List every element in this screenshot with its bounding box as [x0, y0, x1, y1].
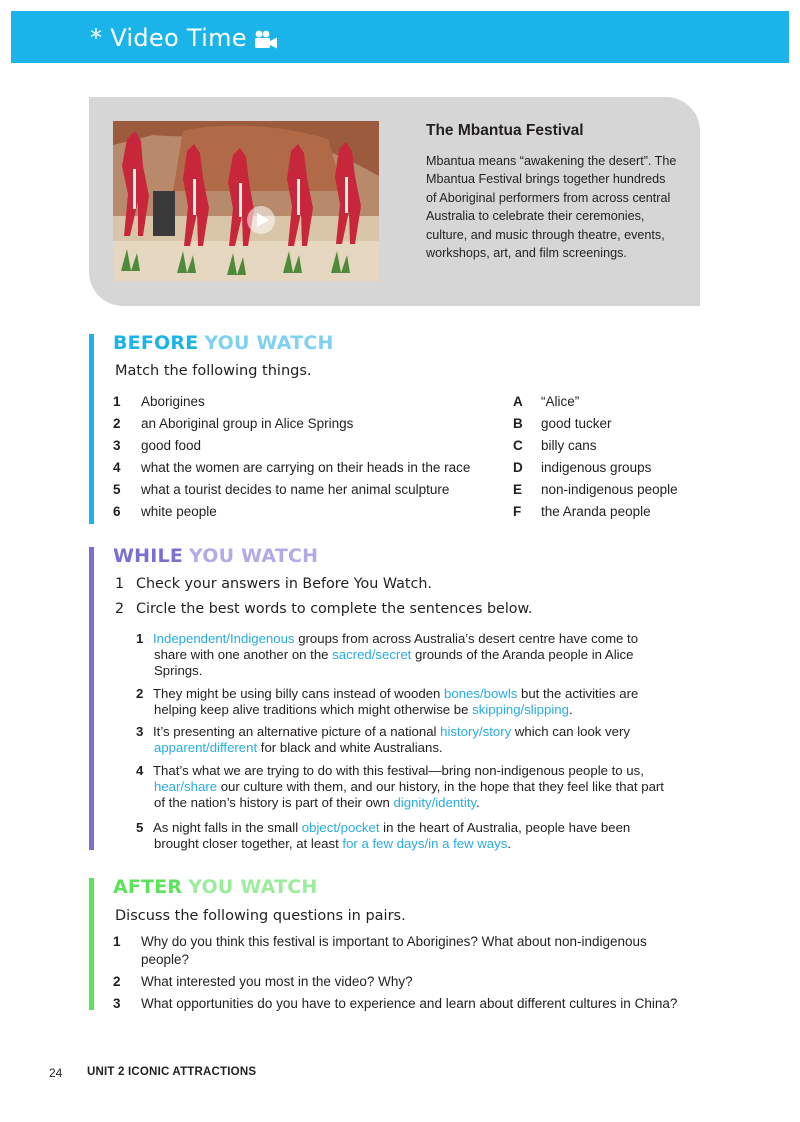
description-line: Mbantua means “awakening the desert”. The [426, 154, 677, 168]
item-number: 1 [113, 394, 121, 409]
question-line: people? [141, 952, 190, 967]
after-instruction: Discuss the following questions in pairs. [115, 908, 406, 924]
word-choice[interactable]: apparent/different [154, 740, 258, 755]
sentence-text: groups from across Australia’s desert centre have come to [294, 631, 639, 646]
sentence-item [136, 631, 706, 679]
sentence-item [136, 763, 706, 811]
heading-word: AFTER [113, 876, 183, 898]
description-line: workshops, art, and film screenings. [426, 246, 627, 261]
item-number: 4 [113, 460, 121, 475]
before-instruction: Match the following things. [115, 363, 312, 379]
video-description [426, 152, 696, 262]
heading-word: YOU WATCH [204, 332, 334, 354]
sentence-item [136, 820, 706, 852]
question-line: Why do you think this festival is important to Aborigines? What about non-indigenous [141, 934, 647, 949]
sentence-text: grounds of the Aranda people in Alice [411, 647, 634, 662]
while-task [115, 576, 432, 592]
answer-text: good tucker [541, 416, 612, 431]
task-number: 2 [115, 601, 125, 617]
description-line: Mbantua Festival brings together hundreds [426, 172, 666, 187]
question-text [141, 933, 701, 969]
word-choice[interactable]: dignity/identity [393, 795, 477, 810]
heading-word: YOU WATCH [188, 876, 318, 898]
page-number: 24 [49, 1066, 63, 1080]
word-choice[interactable]: sacred/secret [332, 647, 412, 662]
item-text: what the women are carrying on their heads in the race [141, 460, 471, 475]
sentence-text: in the heart of Australia, people have been [379, 820, 631, 835]
question-line: What opportunities do you have to experience and learn about different cultures in China? [141, 996, 678, 1011]
sentence-text: our culture with them, and our history, in the hope that they feel like that part [217, 779, 664, 794]
before-section-bar [89, 334, 94, 524]
item-text: Aborigines [141, 394, 205, 409]
answer-letter: B [513, 416, 523, 431]
word-choice[interactable]: for a few days/in a few ways [342, 836, 508, 851]
heading-word: YOU WATCH [189, 545, 319, 567]
word-choice[interactable]: Independent/Indigenous [153, 631, 295, 646]
sentence-text: brought closer together, at least [154, 836, 343, 851]
sentence-item [136, 724, 706, 756]
heading-word: WHILE [113, 545, 184, 567]
unit-label: UNIT 2 ICONIC ATTRACTIONS [87, 1066, 257, 1078]
answer-text: “Alice” [541, 394, 580, 409]
word-choice[interactable]: bones/bowls [444, 686, 518, 701]
question-text [141, 973, 701, 991]
item-number: 3 [113, 438, 121, 453]
sentence-text: share with one another on the [154, 647, 333, 662]
word-choice[interactable]: history/story [440, 724, 512, 739]
word-choice[interactable]: skipping/slipping [472, 702, 569, 717]
answer-letter: E [513, 482, 523, 497]
question-number: 2 [113, 974, 121, 989]
answer-letter: D [513, 460, 523, 475]
description-line: culture, and music through theatre, events, [426, 227, 665, 242]
sentence-number: 1 [136, 631, 144, 646]
question-text [141, 995, 701, 1013]
sentence-text: They might be using billy cans instead of wooden [153, 686, 445, 701]
before-heading [113, 332, 340, 354]
description-line: of Aboriginal performers from across central [426, 190, 671, 205]
sentence-text: As night falls in the small [153, 820, 302, 835]
sentence-text: Springs. [154, 663, 203, 678]
word-choice[interactable]: object/pocket [301, 820, 380, 835]
after-section-bar [89, 878, 94, 1010]
sentence-text: helping keep alive traditions which might otherwise be [154, 702, 473, 717]
question-line: What interested you most in the video? Why? [141, 974, 413, 989]
answer-text: non-indigenous people [541, 482, 678, 497]
sentence-text: for black and white Australians. [257, 740, 443, 755]
question-number: 1 [113, 934, 121, 949]
heading-word: BEFORE [113, 332, 199, 354]
while-section-bar [89, 547, 94, 850]
play-icon[interactable] [246, 205, 276, 235]
item-text: what a tourist decides to name her animal sculpture [141, 482, 450, 497]
question-number: 3 [113, 996, 121, 1011]
item-text: white people [141, 504, 217, 519]
sentence-text: . [507, 836, 511, 851]
sentence-number: 5 [136, 820, 144, 835]
video-thumbnail[interactable] [113, 121, 379, 281]
sentence-text: . [568, 702, 573, 717]
item-text: an Aboriginal group in Alice Springs [141, 416, 354, 431]
video-camera-icon [254, 30, 278, 50]
while-task [115, 601, 532, 617]
sentence-number: 2 [136, 686, 144, 701]
sentence-text: which can look very [511, 724, 630, 739]
sentence-item [136, 686, 706, 718]
word-choice[interactable]: hear/share [154, 779, 218, 794]
sentence-text: It’s presenting an alternative picture of a national [153, 724, 441, 739]
sentence-number: 4 [136, 763, 144, 778]
task-text: Check your answers in Before You Watch. [136, 576, 432, 592]
description-line: Australia to celebrate their ceremonies, [426, 209, 645, 224]
answer-letter: A [513, 394, 523, 409]
page-title: * Video Time [90, 24, 247, 52]
task-number: 1 [115, 576, 125, 592]
sentence-text: . [476, 795, 480, 810]
answer-letter: F [513, 504, 522, 519]
answer-letter: C [513, 438, 523, 453]
answer-text: the Aranda people [541, 504, 651, 519]
item-number: 5 [113, 482, 121, 497]
answer-text: indigenous groups [541, 460, 652, 475]
after-heading [113, 876, 323, 898]
video-title: The Mbantua Festival [426, 122, 584, 139]
sentence-text: That’s what we are trying to do with this festival—bring non-indigenous people to us, [153, 763, 644, 778]
answer-text: billy cans [541, 438, 597, 453]
item-text: good food [141, 438, 202, 453]
sentence-text: but the activities are [517, 686, 639, 701]
while-heading [113, 545, 324, 567]
sentence-text: of the nation’s history is part of their own [154, 795, 394, 810]
item-number: 6 [113, 504, 121, 519]
sentence-number: 3 [136, 724, 144, 739]
task-text: Circle the best words to complete the sentences below. [136, 601, 533, 617]
item-number: 2 [113, 416, 121, 431]
